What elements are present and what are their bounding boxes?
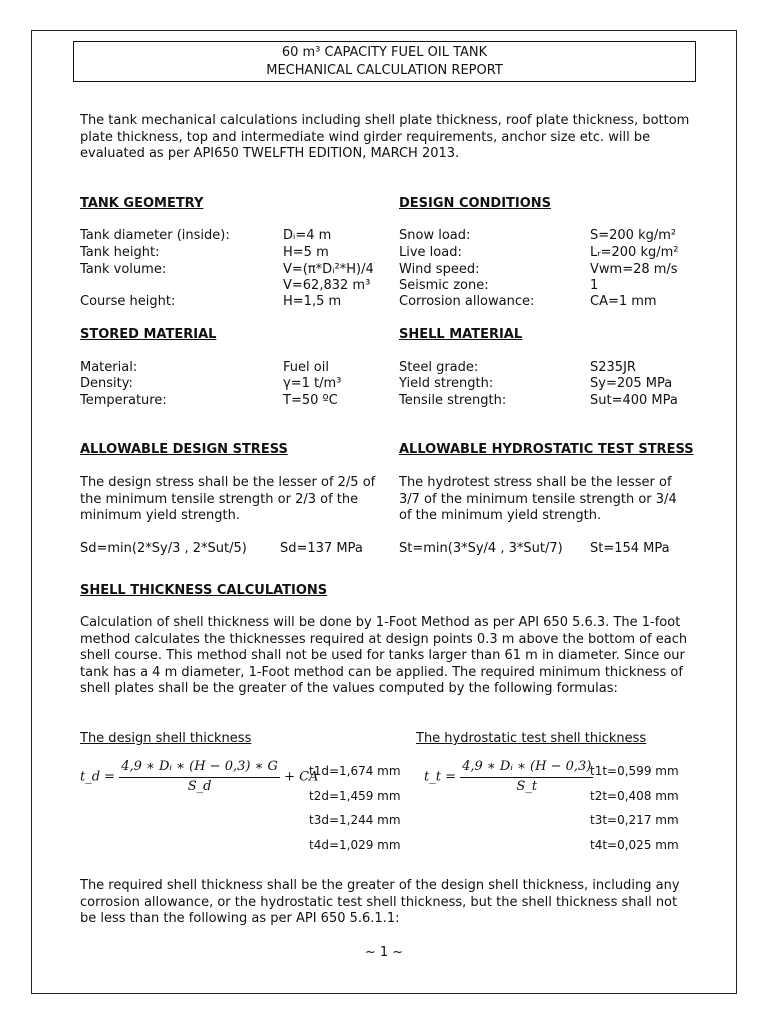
shell-material-heading: SHELL MATERIAL [399, 327, 523, 342]
shell-material-label: Yield strength: [399, 376, 494, 391]
shell-thickness-heading: SHELL THICKNESS CALCULATIONS [80, 583, 328, 598]
design-conditions-label: Seismic zone: [399, 278, 489, 293]
hydro-thickness-formula [424, 759, 593, 795]
allowable-design-stress-text: The design stress shall be the lesser of 2/5 of the minimum tensile strength or 2/3 of the minimum yield strength. [80, 475, 376, 523]
stored-material-heading: STORED MATERIAL [80, 327, 217, 342]
design-conditions-label: Live load: [399, 245, 462, 260]
shell-material-value: Sy=205 MPa [590, 376, 673, 391]
page-number: ~ 1 ~ [364, 945, 404, 960]
formula-fraction [460, 759, 593, 795]
hydrotest-stress-result: St=154 MPa [590, 541, 670, 556]
tank-geometry-label: Course height: [80, 294, 176, 309]
tank-geometry-label: Tank volume: [80, 262, 167, 277]
design-conditions-heading: DESIGN CONDITIONS [399, 196, 552, 211]
allowable-hydrotest-stress-heading: ALLOWABLE HYDROSTATIC TEST STRESS [399, 442, 694, 457]
hydro-shell-thickness-heading: The hydrostatic test shell thickness [416, 731, 647, 746]
design-conditions-label: Wind speed: [399, 262, 480, 277]
tank-geometry-label: Tank height: [80, 245, 160, 260]
hydro-thickness-value: t3t=0,217 mm [590, 813, 679, 827]
shell-material-value: S235JR [590, 360, 636, 375]
closing-paragraph: The required shell thickness shall be the greater of the design shell thickness, including any corrosion allowance, or the hydrostatic test shell thickness, but the shell thickness shall not be less than the following as per API 650 5.6.1.1: [80, 878, 680, 926]
hydro-thickness-value: t4t=0,025 mm [590, 838, 679, 852]
formula-tail: + CA [284, 769, 319, 785]
formula-fraction [119, 759, 280, 795]
formula-numerator: 4,9 ∗ Dᵢ ∗ (H − 0,3) ∗ G [119, 759, 280, 778]
formula-lhs: t_d = [80, 769, 116, 785]
design-shell-thickness-heading: The design shell thickness [80, 731, 252, 746]
design-conditions-value: CA=1 mm [590, 294, 657, 309]
formula-lhs: t_t = [424, 769, 456, 785]
design-conditions-value: Lᵣ=200 kg/m² [590, 245, 679, 260]
allowable-design-stress-heading: ALLOWABLE DESIGN STRESS [80, 442, 288, 457]
formula-denominator: S_d [187, 778, 212, 794]
design-thickness-value: t3d=1,244 mm [309, 813, 401, 827]
tank-geometry-value: V=(π*Dᵢ²*H)/4 [283, 262, 374, 277]
hydrotest-stress-formula: St=min(3*Sy/4 , 3*Sut/7) [399, 541, 563, 556]
stored-material-value: γ=1 t/m³ [283, 376, 342, 391]
stored-material-value: Fuel oil [283, 360, 329, 375]
report-subtitle: MECHANICAL CALCULATION REPORT [266, 63, 503, 78]
shell-material-label: Steel grade: [399, 360, 479, 375]
design-conditions-label: Corrosion allowance: [399, 294, 535, 309]
design-conditions-value: Vwm=28 m/s [590, 262, 678, 277]
allowable-hydrotest-stress-text: The hydrotest stress shall be the lesser of 3/7 of the minimum tensile strength or 3/4 of the minimum yield strength. [399, 475, 677, 523]
formula-numerator: 4,9 ∗ Dᵢ ∗ (H − 0,3) [460, 759, 593, 778]
design-conditions-value: S=200 kg/m² [590, 228, 677, 243]
stored-material-label: Density: [80, 376, 133, 391]
design-thickness-value: t1d=1,674 mm [309, 764, 401, 778]
tank-geometry-label: Tank diameter (inside): [80, 228, 230, 243]
formula-denominator: S_t [516, 778, 538, 794]
report-title-box [73, 41, 696, 82]
design-conditions-label: Snow load: [399, 228, 471, 243]
tank-geometry-value: Dᵢ=4 m [283, 228, 332, 243]
intro-paragraph: The tank mechanical calculations including shell plate thickness, roof plate thickness, bottom plate thickness, top and intermediate wind girder requirements, anchor size etc. will be evaluated as per API650 TWELFTH EDITION, MARCH 2013. [80, 113, 690, 161]
tank-geometry-value: V=62,832 m³ [283, 278, 371, 293]
shell-material-label: Tensile strength: [399, 393, 507, 408]
hydro-thickness-value: t1t=0,599 mm [590, 764, 679, 778]
tank-geometry-heading: TANK GEOMETRY [80, 196, 204, 211]
design-thickness-value: t4d=1,029 mm [309, 838, 401, 852]
stored-material-value: T=50 ºC [283, 393, 338, 408]
design-thickness-value: t2d=1,459 mm [309, 789, 401, 803]
design-thickness-formula [80, 759, 318, 795]
stored-material-label: Temperature: [80, 393, 167, 408]
design-stress-formula: Sd=min(2*Sy/3 , 2*Sut/5) [80, 541, 247, 556]
stored-material-label: Material: [80, 360, 138, 375]
report-title: 60 m³ CAPACITY FUEL OIL TANK [281, 45, 488, 60]
tank-geometry-value: H=5 m [283, 245, 329, 260]
tank-geometry-value: H=1,5 m [283, 294, 342, 309]
design-conditions-value: 1 [590, 278, 599, 293]
design-stress-result: Sd=137 MPa [280, 541, 363, 556]
shell-material-value: Sut=400 MPa [590, 393, 678, 408]
hydro-thickness-value: t2t=0,408 mm [590, 789, 679, 803]
shell-thickness-text: Calculation of shell thickness will be done by 1-Foot Method as per API 650 5.6.3. The 1-foot method calculates the thicknesses required at design points 0.3 m above the bottom of each shell course. This method shall not be used for tanks larger than 61 m in diameter. Since our tank has a 4 m diameter, 1-Foot method can be applied. The required minimum thickness of shell plates shall be the greater of the values computed by the following formulas: [80, 615, 688, 696]
